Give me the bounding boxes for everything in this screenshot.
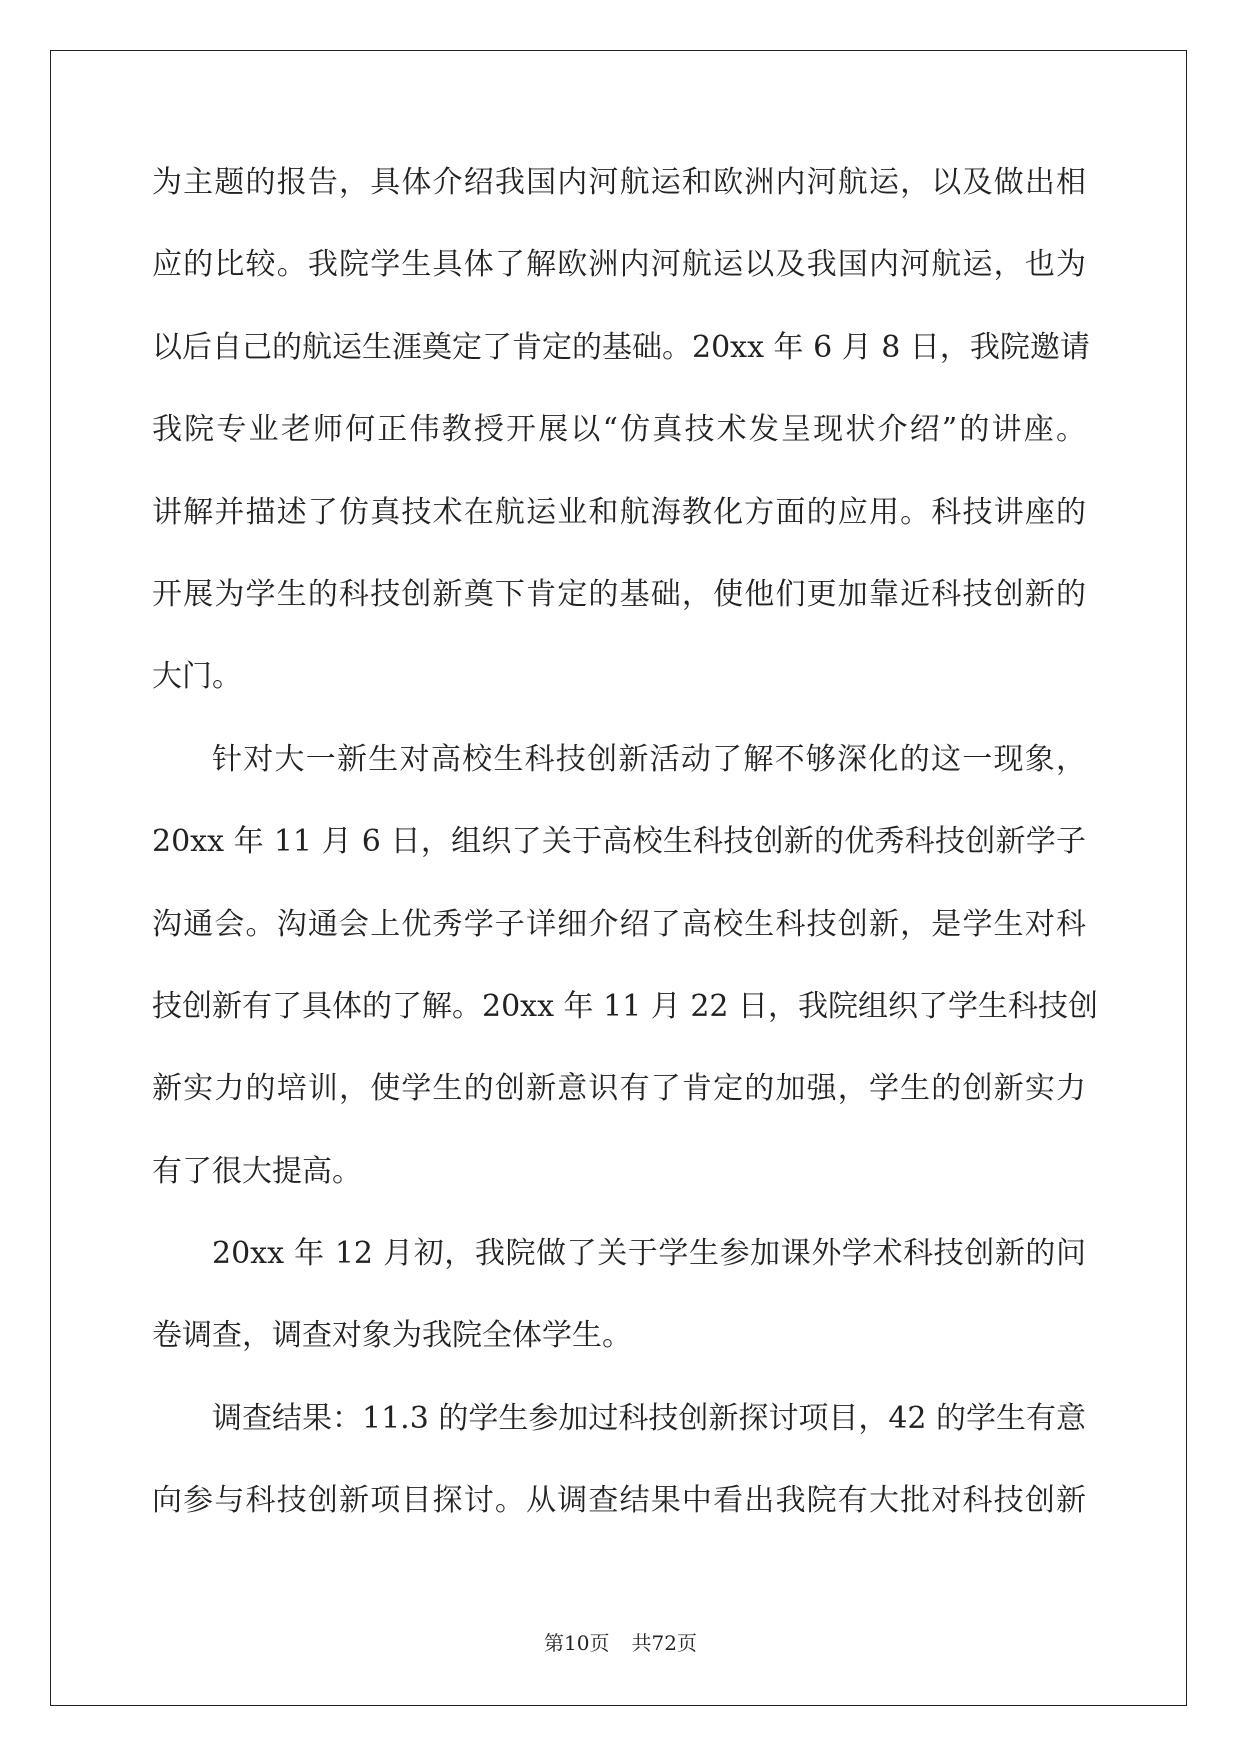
page-number: 第10页 <box>544 1631 610 1655</box>
page-total: 共72页 <box>631 1631 697 1655</box>
body-line: 讲解并描述了仿真技术在航运业和航海教化方面的应用。科技讲座的 <box>152 494 1086 530</box>
body-line: 开展为学生的科技创新奠下肯定的基础，使他们更加靠近科技创新的 <box>152 576 1086 612</box>
body-line: 20xx 年 11 月 6 日，组织了关于高校生科技创新的优秀科技创新学子 <box>152 824 1086 860</box>
body-line: 以后自己的航运生涯奠定了肯定的基础。20xx 年 6 月 8 日，我院邀请 <box>152 329 1090 365</box>
body-line: 20xx 年 12 月初，我院做了关于学生参加课外学术科技创新的问 <box>212 1236 1086 1272</box>
body-line: 有了很大提高。 <box>152 1153 362 1189</box>
body-line: 向参与科技创新项目探讨。从调查结果中看出我院有大批对科技创新 <box>152 1483 1086 1519</box>
body-line: 技创新有了具体的了解。20xx 年 11 月 22 日，我院组织了学生科技创 <box>152 988 1099 1024</box>
body-line: 调查结果：11.3 的学生参加过科技创新探讨项目，42 的学生有意 <box>212 1400 1087 1436</box>
body-line: 新实力的培训，使学生的创新意识有了肯定的加强，学生的创新实力 <box>152 1071 1086 1107</box>
body-line: 卷调查，调查对象为我院全体学生。 <box>152 1318 632 1354</box>
body-line: 针对大一新生对高校生科技创新活动了解不够深化的这一现象， <box>212 741 1086 777</box>
body-line: 为主题的报告，具体介绍我国内河航运和欧洲内河航运，以及做出相 <box>152 165 1086 200</box>
body-line: 大门。 <box>152 659 242 695</box>
page-footer <box>0 1627 1241 1656</box>
body-line: 应的比较。我院学生具体了解欧洲内河航运以及我国内河航运，也为 <box>152 247 1086 283</box>
body-line: 我院专业老师何正伟教授开展以“仿真技术发呈现状介绍”的讲座。 <box>152 412 1086 448</box>
document-body <box>152 163 1099 1564</box>
body-line: 沟通会。沟通会上优秀学子详细介绍了高校生科技创新，是学生对科 <box>152 906 1086 942</box>
